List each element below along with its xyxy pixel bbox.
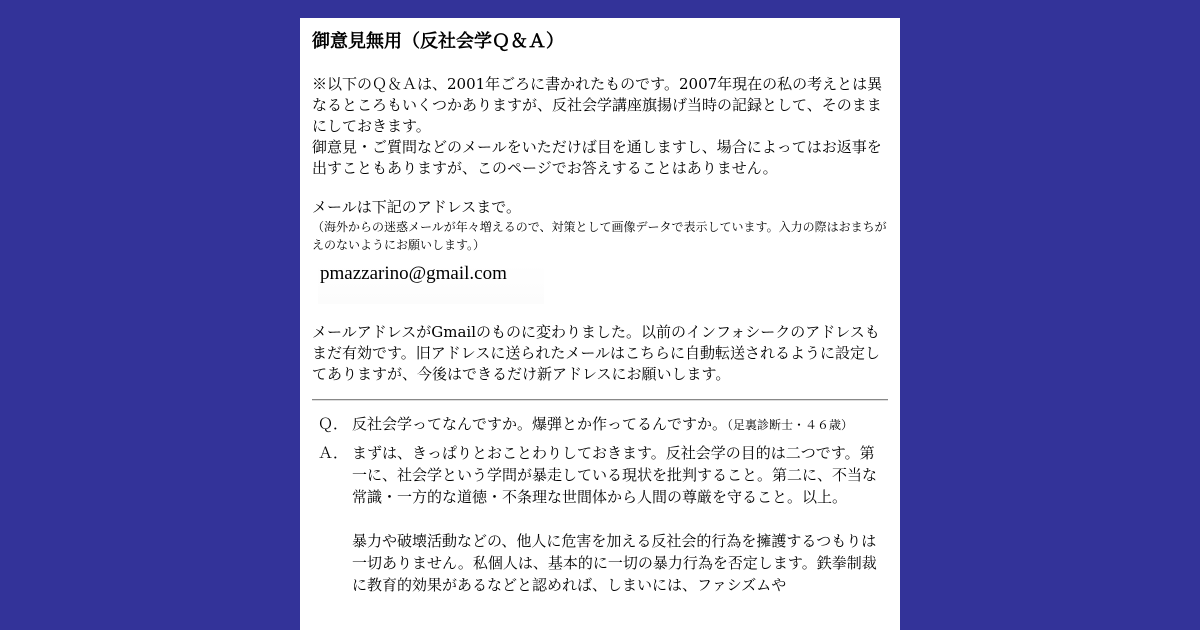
page-title: 御意見無用（反社会学Ｑ＆Ａ） xyxy=(312,31,564,52)
email-address-image: pmazzarino@gmail.com xyxy=(318,264,544,304)
answer-row xyxy=(312,442,888,596)
intro-contact-policy: 御意見・ご質問などのメールをいただけば目を通しますし、場合によってはお返事を出すこともありますが、このページでお答えすることはありません。 xyxy=(312,138,882,177)
document-page xyxy=(300,18,900,630)
intro-note: ※以下のＱ＆Ａは、2001年ごろに書かれたものです。2007年現在の私の考えとは異なるところもいくつかありますが、反社会学講座旗揚げ当時の記録として、そのままにしておきます。 xyxy=(312,75,883,135)
question-marker: Ｑ． xyxy=(318,415,349,433)
spacer xyxy=(312,304,888,322)
answer-paragraph-2: 暴力や破壊活動などの、他人に危害を加える反社会的行為を擁護するつもりは一切ありません。私個人は、基本的に一切の暴力行為を否定します。鉄拳制裁に教育的効果があるなどと認めれば、しまいには、ファシズムや xyxy=(352,532,877,594)
section-divider xyxy=(312,399,888,401)
spacer xyxy=(352,508,882,530)
question-asker: （足裏診断士・４６歳） xyxy=(727,418,854,432)
answer-paragraph-1: まずは、きっぱりとおことわりしておきます。反社会学の目的は二つです。第一に、社会学という学問が暴走している現状を批判すること。第二に、不当な常識・一方的な道徳・不条理な世間体から人間の尊厳を守ること。以上。 xyxy=(352,444,878,506)
mail-note: （海外からの迷惑メールが年々増えるので、対策として画像データで表示しています。入力の際はおまちがえのないようにお願いします。） xyxy=(312,220,887,252)
question-row xyxy=(312,413,888,436)
spacer xyxy=(312,179,888,197)
question-body xyxy=(352,413,888,436)
question-text: 反社会学ってなんですか。爆弾とか作ってるんですか。 xyxy=(352,415,728,433)
answer-marker: Ａ． xyxy=(318,444,349,462)
mail-heading: メールは下記のアドレスまで。 xyxy=(312,198,521,216)
answer-body xyxy=(352,442,888,596)
mail-change-notice: メールアドレスがGmailのものに変わりました。以前のインフォシークのアドレスもまだ有効です。旧アドレスに送られたメールはこちらに自動転送されるように設定してありますが、今後はできるだけ新アドレスにお願いします。 xyxy=(312,323,881,383)
